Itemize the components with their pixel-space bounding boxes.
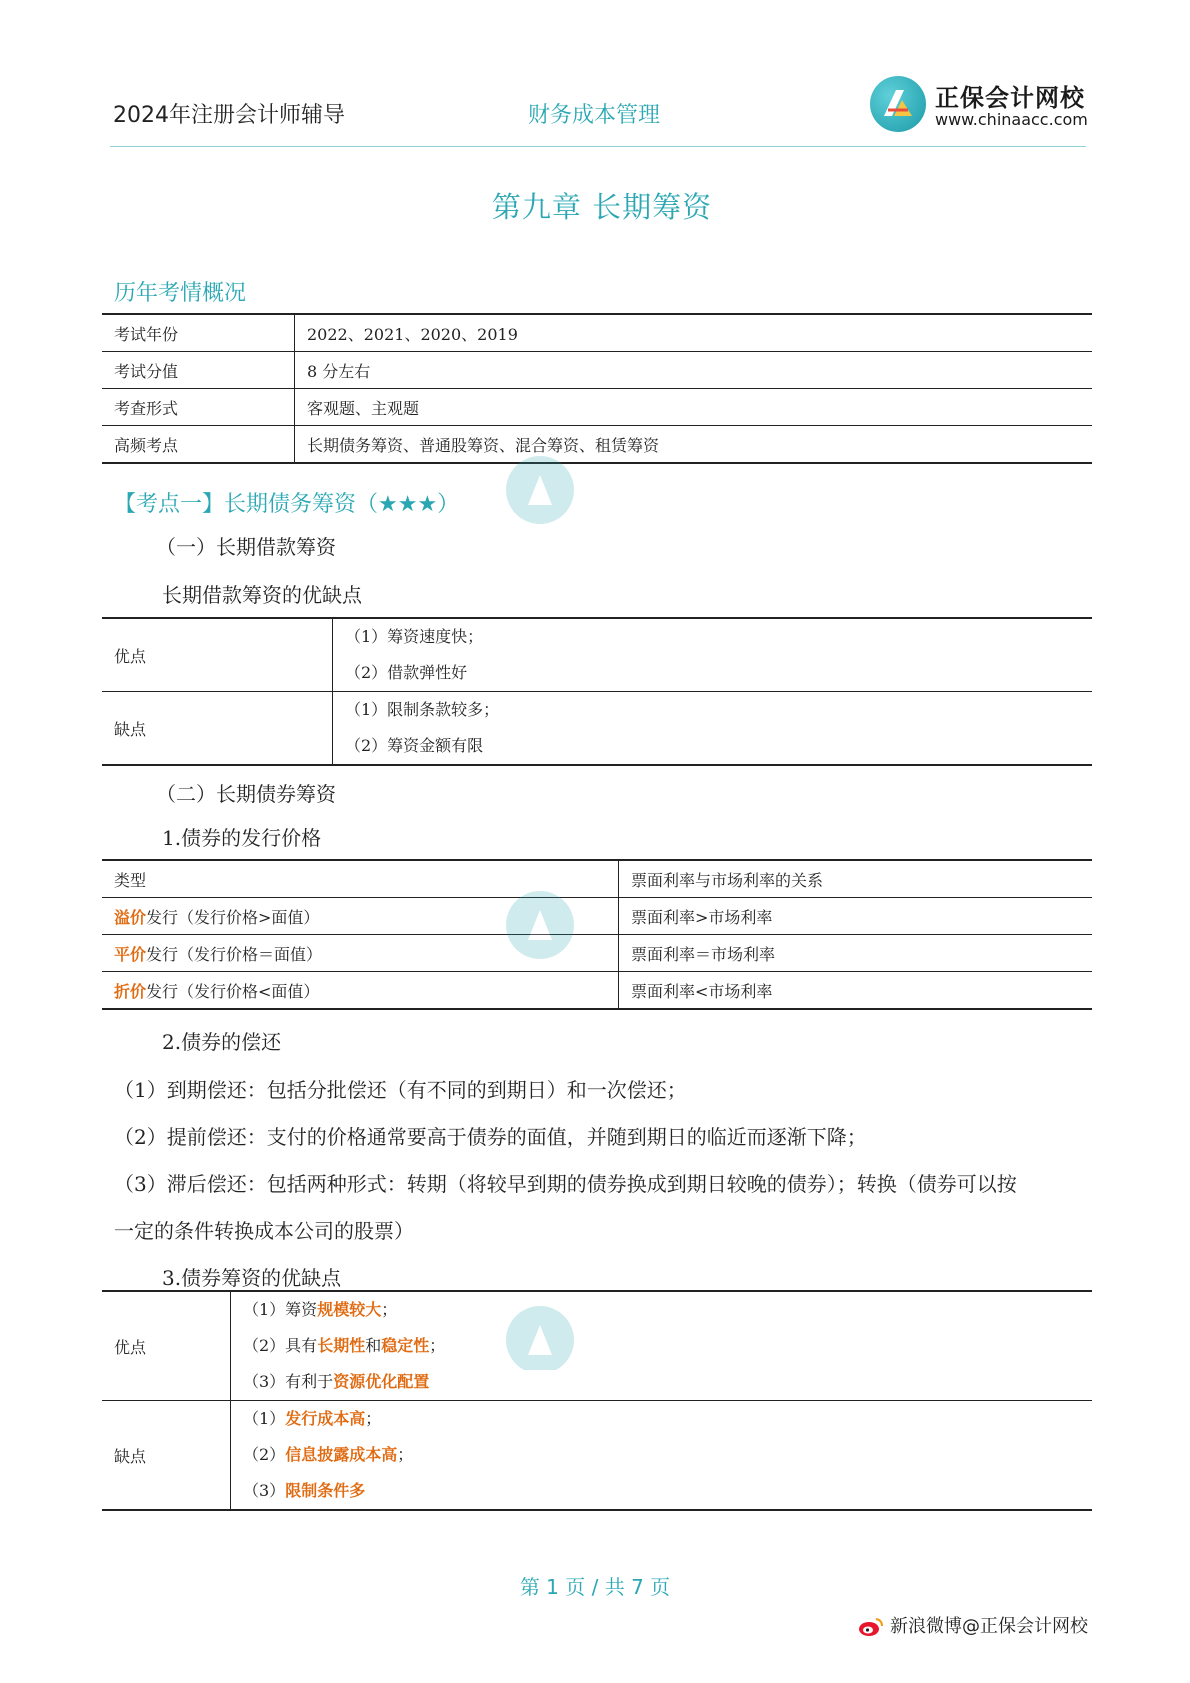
overview-label: 考试分值	[102, 352, 295, 389]
header-course-title: 2024年注册会计师辅导	[113, 103, 345, 128]
relation-cell: 票面利率＝市场利率	[619, 935, 1093, 972]
list-item: （2）信息披露成本高；	[243, 1445, 414, 1464]
weibo-icon	[858, 1616, 884, 1638]
weibo-account: 新浪微博@正保会计网校	[858, 1612, 1088, 1638]
highlight-text: 溢价	[114, 907, 147, 927]
kaodian-title: 【考点一】长期债务筹资（★★★）	[114, 492, 460, 517]
issue-type-cell: 折价发行（发行价格<面值）	[102, 972, 619, 1010]
table-row	[102, 352, 1092, 389]
table-row	[102, 935, 1092, 972]
paragraph: （1）到期偿还：包括分批偿还（有不同的到期日）和一次偿还；	[114, 1078, 687, 1102]
paragraph: （3）滞后偿还：包括两种形式：转期（将较早到期的债券换成到期日较晚的债券）；转换（债券可以按	[114, 1172, 1017, 1196]
highlight-text: 折价	[114, 981, 147, 1001]
overview-value: 2022、2021、2020、2019	[295, 314, 1093, 352]
list-item: （1）筹资规模较大；	[243, 1300, 398, 1319]
table-row	[102, 972, 1092, 1010]
overview-value: 长期债务筹资、普通股筹资、混合筹资、租赁筹资	[307, 435, 660, 455]
list-item: （2）筹资金额有限	[345, 736, 484, 755]
logo-name: 正保会计网校	[935, 84, 1085, 112]
overview-table	[102, 313, 1092, 464]
table-row	[102, 389, 1092, 426]
page-number: 第 1 页 / 共 7 页	[519, 1575, 671, 1599]
pros-label: 优点	[102, 1291, 231, 1401]
paragraph: 一定的条件转换成本公司的股票）	[114, 1219, 414, 1243]
overview-value: 8 分左右	[295, 352, 1093, 389]
list-item: （1）发行成本高；	[243, 1409, 382, 1428]
table-row	[102, 898, 1092, 935]
list-item: （1）筹资速度快；	[345, 627, 484, 646]
overview-title: 历年考情概况	[114, 281, 247, 306]
column-header: 类型	[102, 860, 619, 898]
loan-pros-cons-table	[102, 617, 1092, 766]
chapter-title: 第九章 长期筹资	[491, 190, 713, 224]
relation-cell: 票面利率>市场利率	[619, 898, 1093, 935]
column-header: 票面利率与市场利率的关系	[619, 860, 1093, 898]
overview-value: 客观题、主观题	[295, 389, 1093, 426]
table-row	[102, 426, 1092, 464]
highlight-text: 平价	[114, 944, 147, 964]
issue-price-table	[102, 859, 1092, 1010]
table-caption: 长期借款筹资的优缺点	[162, 583, 362, 607]
overview-label: 考查形式	[102, 389, 295, 426]
paragraph: （2）提前偿还：支付的价格通常要高于债券的面值，并随到期日的临近而逐渐下降；	[114, 1125, 867, 1149]
bond-pros-cons-table	[102, 1290, 1092, 1511]
table-row	[102, 860, 1092, 898]
table-row	[102, 1291, 1092, 1401]
cons-label: 缺点	[102, 692, 333, 766]
table-row	[102, 618, 1092, 692]
header-divider	[110, 146, 1086, 147]
list-item: （1）限制条款较多；	[345, 700, 500, 719]
chinaacc-logo-icon	[870, 76, 926, 132]
header-subject: 财务成本管理	[528, 103, 661, 128]
overview-label: 考试年份	[102, 314, 295, 352]
cons-cell	[231, 1401, 1093, 1511]
cons-cell	[333, 692, 1093, 766]
table-caption: 1.债券的发行价格	[162, 826, 322, 850]
table-caption: 2.债券的偿还	[162, 1030, 282, 1054]
list-item: （3）有利于资源优化配置	[243, 1372, 430, 1391]
issue-type-cell: 平价发行（发行价格＝面值）	[102, 935, 619, 972]
pros-cell	[333, 618, 1093, 692]
cons-label: 缺点	[102, 1401, 231, 1511]
subsection-heading: （二）长期债券筹资	[156, 782, 336, 806]
table-caption: 3.债券筹资的优缺点	[162, 1266, 342, 1290]
logo-url: www.chinaacc.com	[935, 110, 1088, 129]
pros-cell	[231, 1291, 1093, 1401]
relation-cell: 票面利率<市场利率	[631, 981, 773, 1001]
subsection-heading: （一）长期借款筹资	[156, 535, 336, 559]
list-item: （2）具有长期性和稳定性；	[243, 1336, 446, 1355]
pros-label: 优点	[102, 618, 333, 692]
list-item: （3）限制条件多	[243, 1481, 366, 1500]
table-row	[102, 314, 1092, 352]
table-row	[102, 1401, 1092, 1511]
overview-label: 高频考点	[102, 426, 295, 464]
list-item: （2）借款弹性好	[345, 663, 468, 682]
table-row	[102, 692, 1092, 766]
issue-type-cell: 溢价发行（发行价格>面值）	[102, 898, 619, 935]
